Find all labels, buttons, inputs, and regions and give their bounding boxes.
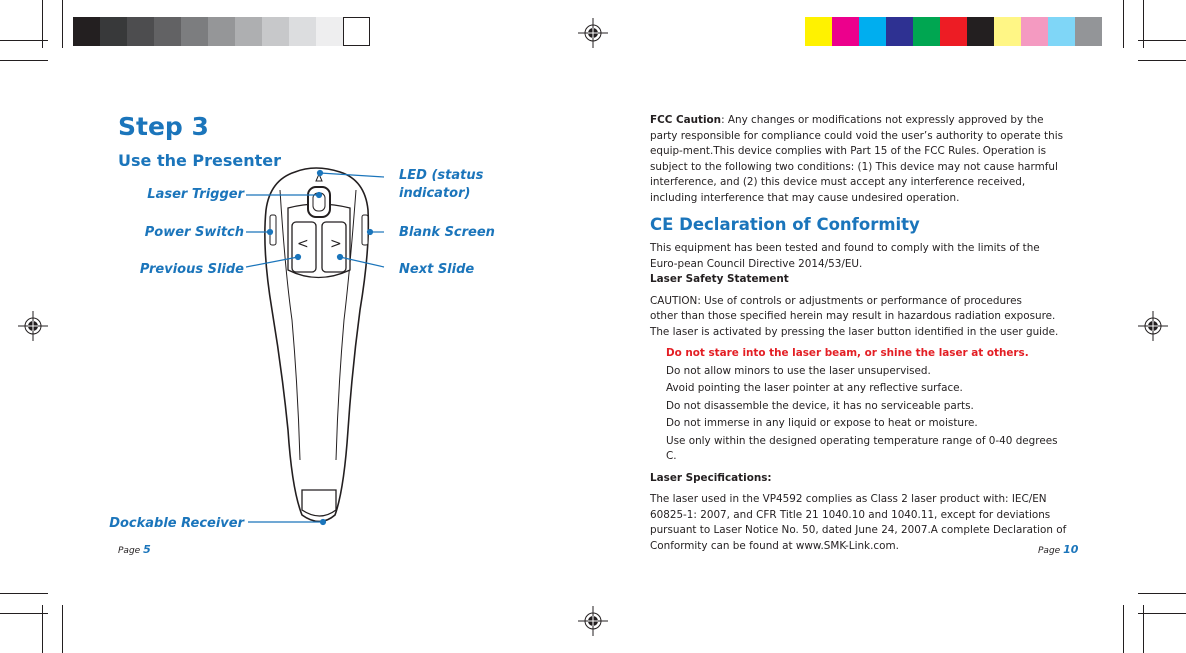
registration-mark-icon bbox=[578, 18, 608, 48]
color-swatch bbox=[100, 17, 127, 46]
color-swatch bbox=[181, 17, 208, 46]
step-subtitle: Use the Presenter bbox=[118, 151, 282, 170]
callout-led-line1: LED (status bbox=[399, 168, 484, 183]
color-swatch bbox=[967, 17, 994, 46]
color-swatch bbox=[73, 17, 100, 46]
color-swatch bbox=[913, 17, 940, 46]
page-number-right bbox=[1038, 543, 1078, 556]
callout-led-line2: indicator) bbox=[399, 186, 471, 201]
laser-bullet: Use only within the designed operating temperature range of 0-40 degrees C. bbox=[666, 434, 1058, 462]
color-swatch bbox=[940, 17, 967, 46]
svg-text:<: < bbox=[297, 236, 309, 252]
color-swatch bbox=[316, 17, 343, 46]
color-swatch bbox=[994, 17, 1021, 46]
page-label: Page bbox=[1038, 546, 1061, 556]
color-swatch bbox=[154, 17, 181, 46]
page-number: 5 bbox=[143, 543, 151, 556]
callout-leader-lines bbox=[240, 160, 390, 535]
callout-dockable-receiver: Dockable Receiver bbox=[109, 516, 244, 531]
gray-swatch-bar bbox=[73, 17, 370, 46]
color-swatch bbox=[343, 17, 370, 46]
callout-previous-slide: Previous Slide bbox=[139, 262, 244, 277]
color-swatch bbox=[262, 17, 289, 46]
ce-heading: CE Declaration of Conformity bbox=[650, 215, 920, 234]
laser-bullet: Do not immerse in any liquid or expose to heat or moisture. bbox=[666, 417, 978, 429]
color-swatch bbox=[1048, 17, 1075, 46]
callout-power-switch: Power Switch bbox=[144, 225, 244, 240]
page-label: Page bbox=[118, 546, 141, 556]
callout-laser-trigger: Laser Trigger bbox=[147, 187, 244, 202]
registration-mark-icon bbox=[1138, 311, 1168, 341]
caution-line3: The laser is activated by pressing the laser button identified in the user guide. bbox=[650, 325, 1059, 338]
ce-text: This equipment has been tested and found to comply with the limits of the Euro-pean Council Directive 2014/53/EU. bbox=[650, 242, 1040, 270]
color-swatch bbox=[235, 17, 262, 46]
callout-next-slide: Next Slide bbox=[399, 262, 475, 277]
laser-bullet: Do not disassemble the device, it has no serviceable parts. bbox=[666, 399, 974, 412]
right-page-content bbox=[650, 113, 1070, 554]
color-swatch-bar bbox=[805, 17, 1102, 46]
color-swatch bbox=[289, 17, 316, 46]
laser-safety-heading: Laser Safety Statement bbox=[650, 273, 789, 285]
registration-mark-icon bbox=[18, 311, 48, 341]
color-swatch bbox=[805, 17, 832, 46]
step-title: Step 3 bbox=[118, 112, 209, 141]
color-swatch bbox=[208, 17, 235, 46]
fcc-label: FCC Caution bbox=[650, 114, 722, 126]
svg-text:>: > bbox=[330, 236, 342, 252]
laser-bullet: Do not allow minors to use the laser unsupervised. bbox=[666, 364, 931, 377]
fcc-text: : Any changes or modifications not expressly approved by the party responsible for compliance could void the user’s authority to operate this equip-ment.This device complies with Part 15 of the FCC Rules. Operation is subject to the following two conditions: (1) This device may not cause harmful interference, and (2) this device must accept any interference received, including interference that may cause undesired operation. bbox=[650, 114, 1064, 204]
color-swatch bbox=[832, 17, 859, 46]
laser-bullet: Avoid pointing the laser pointer at any reflective surface. bbox=[666, 382, 963, 394]
color-swatch bbox=[859, 17, 886, 46]
page-number-left bbox=[118, 543, 151, 556]
color-swatch bbox=[127, 17, 154, 46]
fcc-paragraph bbox=[650, 113, 1070, 206]
laser-warning: Do not stare into the laser beam, or shine the laser at others. bbox=[666, 347, 1029, 359]
laser-spec-heading: Laser Specifications: bbox=[650, 471, 772, 484]
callout-blank-screen: Blank Screen bbox=[399, 225, 495, 240]
registration-mark-icon bbox=[578, 606, 608, 636]
laser-spec-text: The laser used in the VP4592 complies as Class 2 laser product with: IEC/EN 60825-1: 2007, and CFR Title 21 1040.10 and 1040.11, except for deviations pursuant to Laser Notice No. 50, dated June 24, 2007.A complete Declaration of Conformity can be found at www.SMK-Link.com. bbox=[650, 493, 1067, 552]
color-swatch bbox=[1021, 17, 1048, 46]
page-number: 10 bbox=[1063, 543, 1079, 556]
caution-line1: CAUTION: Use of controls or adjustments or performance of procedures bbox=[650, 294, 1022, 307]
color-swatch bbox=[886, 17, 913, 46]
color-swatch bbox=[1075, 17, 1102, 46]
caution-line2: other than those specified herein may result in hazardous radiation exposure. bbox=[650, 310, 1056, 322]
